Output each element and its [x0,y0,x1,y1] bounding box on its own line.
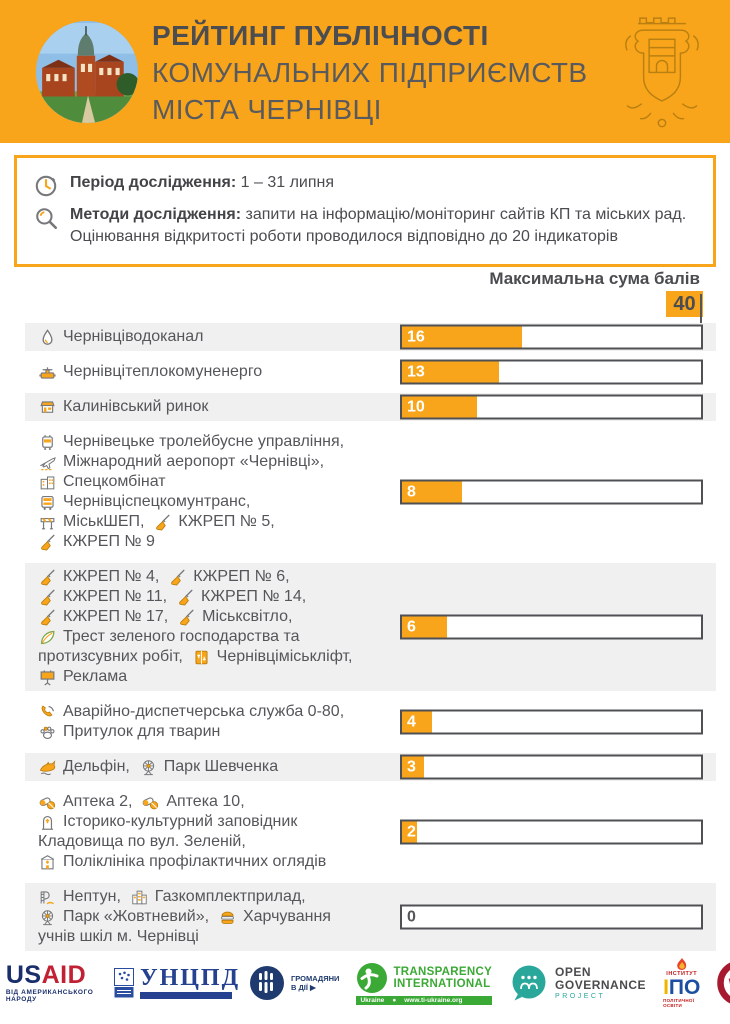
enterprise-name: КЖРЕП № 5, [178,513,275,530]
ipo-wordmark [663,977,700,998]
row-label-line [38,792,397,812]
row-label-line [38,907,397,927]
ti-ukraine-bar [356,996,492,1005]
score-bar [400,480,703,505]
citizens-line1: ГРОМАДЯНИ [290,974,340,983]
enterprise-name: Міськсвітло, [202,608,293,625]
score-value: 8 [407,483,416,500]
row-label-line [38,362,397,382]
unzpd-name-bar [140,992,232,999]
enterprise-name: КЖРЕП № 6, [193,568,290,585]
enterprise-name: Калинівський ринок [63,398,209,415]
enterprise-name: МіськШЕП, [63,513,154,530]
enterprise-name: Притулок для тварин [63,723,221,740]
logo-transparency-international [356,962,492,1005]
ipo-letter-i: І [663,976,669,999]
usaid-wordmark [6,963,97,987]
ogp-line2: GOVERNANCE [555,978,647,992]
row-label-line [38,627,397,647]
tombstone-icon [38,813,57,832]
burger-icon [218,908,237,927]
score-bar [400,755,703,780]
enterprise-name: учнів шкіл м. Чернівці [38,928,199,945]
enterprise-name: Чернівецьке тролейбусне управління, [63,433,345,450]
score-value: 2 [407,823,416,840]
research-period-row [33,172,697,199]
logo-unzpd [114,965,241,999]
billboard-icon [38,668,57,687]
broom-icon [38,588,57,607]
enterprise-name: КЖРЕП № 14, [200,588,307,605]
pill-icon [141,793,160,812]
logo-citizens-in-action [249,965,339,1001]
pill-icon [38,793,57,812]
row-label-line [38,722,397,742]
score-value: 16 [407,328,425,345]
ti-site: www.ti-ukraine.org [404,996,463,1004]
chart-row [25,788,716,876]
enterprise-name: Поліклініка профілактичних оглядів [63,853,327,870]
enterprise-name: Газкомплектприлад, [154,888,306,905]
ipo-institute-text: ІНСТИТУТ [666,971,698,977]
row-label-line [38,587,397,607]
leaf-icon [38,628,57,647]
paw-icon [38,723,57,742]
row-label-line [38,327,397,347]
row-label-line [38,397,397,417]
citizens-line2: В ДІЇ ▶ [290,983,316,992]
research-methods-row [33,204,697,248]
row-label-line [38,607,397,627]
chart-row [25,323,716,351]
enterprise-name: Харчування [242,908,331,925]
broom-icon [153,513,172,532]
score-bar [400,820,703,845]
methods-label: Методи дослідження: [70,206,242,223]
hospital-icon [38,853,57,872]
page-title [152,17,587,128]
score-bar [400,710,703,735]
red-round-seal-icon [717,960,730,1006]
row-label-line [38,832,397,852]
row-label-line [38,532,397,552]
broom-icon [38,608,57,627]
enterprise-name: Трест зеленого господарства та [63,628,300,645]
chart-row [25,753,716,781]
enterprise-name: Парк «Жовтневий», [63,908,218,925]
chart-row [25,393,716,421]
chart-row [25,698,716,746]
enterprise-name: Спецкомбінат [63,473,166,490]
enterprise-name: Чернівціспецкомунтранс, [63,493,251,510]
enterprise-name: Чернівціводоканал [63,328,204,345]
ti-bullet: ● [392,996,397,1004]
citizens-text [291,974,339,992]
max-score-value: 40 [666,291,703,317]
row-label [25,362,397,382]
research-period-text [70,172,334,199]
ogp-line3: PROJECT [555,993,606,1000]
score-value: 4 [407,713,416,730]
methods-value: запити на інформацію/моніторинг сайтів КП та міських рад. Оцінювання відкритості роботи проводилося відповідно до 20 індикаторів [70,206,687,245]
drop-icon [38,328,57,347]
row-label [25,887,397,947]
barrier-icon [38,513,57,532]
broom-icon [168,568,187,587]
usaid-us: US [5,961,42,989]
logo-open-governance-project [509,963,646,1003]
row-label-line [38,512,397,532]
enterprise-name: Аптека 2, [63,793,142,810]
row-label-line [38,852,397,872]
elevator-icon [192,648,211,667]
usaid-tagline: ВІД АМЕРИКАНСЬКОГО НАРОДУ [5,989,94,1003]
magnifier-icon [33,205,59,231]
enterprise-name: Аптека 10, [166,793,245,810]
score-value: 3 [407,758,416,775]
enterprise-name: Чернівціміськліфт, [216,648,353,665]
citizens-in-action-icon [249,965,285,1001]
enterprise-name: Аварійно-диспетчерська служба 0-80, [63,703,345,720]
enterprise-name: КЖРЕП № 11, [63,588,176,605]
row-label-line [38,567,397,587]
enterprise-name: Нептун, [63,888,130,905]
title-line-1: РЕЙТИНГ ПУБЛІЧНОСТІ [152,20,489,51]
ferris-wheel-icon [139,758,158,777]
enterprise-name: протизсувних робіт, [38,648,192,665]
enterprise-name: Парк Шевченка [163,758,279,775]
score-bar [400,360,703,385]
row-label-line [38,887,397,907]
row-label-line [38,927,397,947]
enterprise-name: Реклама [63,668,128,685]
partner-logos-footer [0,951,730,1015]
score-value: 0 [407,908,416,925]
logo-red-round-seal [717,960,730,1006]
research-info-box [14,155,716,267]
broom-icon [38,568,57,587]
trolleybus-icon [38,433,57,452]
row-label [25,757,397,777]
score-bar [400,325,703,350]
transparency-international-icon [356,962,388,994]
header [0,0,730,143]
valve-icon [38,363,57,382]
logo-institute-political-education [663,958,700,1008]
ipo-letters-po: ПО [668,976,701,999]
unzpd-wordmark: УНЦПД [139,965,241,991]
flame-icon [676,958,688,971]
enterprise-name: КЖРЕП № 17, [63,608,178,625]
period-value: 1 – 31 липня [236,174,334,191]
chart-rows [25,323,716,951]
truck-icon [38,493,57,512]
phone-icon [38,703,57,722]
title-line-3: МІСТА ЧЕРНІВЦІ [152,94,382,125]
row-label-line [38,667,397,687]
enterprise-name: Кладовища по вул. Зеленій, [38,833,246,850]
chart-row [25,358,716,386]
row-label-line [38,452,397,472]
row-label-line [38,492,397,512]
title-line-2: КОМУНАЛЬНИХ ПІДПРИЄМСТВ [152,57,588,88]
enterprise-name: Чернівцітеплокомуненерго [63,363,263,380]
church-photo-illustration [36,21,138,123]
chart-row [25,563,716,691]
buildings-icon [130,888,149,907]
enterprise-name: Дельфін, [63,758,139,775]
row-label [25,702,397,742]
row-label-line [38,472,397,492]
ti-line1: TRANSPARENCY [393,965,493,978]
logo-usaid [0,961,97,1005]
chart-row [25,883,716,951]
score-value: 6 [407,618,416,635]
period-label: Період дослідження: [70,174,237,191]
ti-line2: INTERNATIONAL [393,977,491,990]
row-label [25,567,397,687]
score-value: 13 [407,363,425,380]
ti-country: Ukraine [360,996,385,1004]
enterprise-name: КЖРЕП № 9 [63,533,155,550]
score-bar [400,615,703,640]
broom-icon [176,588,195,607]
row-label [25,432,397,552]
dolphin-icon [38,758,57,777]
chernivtsi-university-photo [36,21,138,123]
ipo-subtitle: ПОЛІТИЧНОЇ ОСВІТИ [663,998,695,1008]
enterprise-name: Міжнародний аеропорт «Чернівці», [63,453,325,470]
score-bar [400,905,703,930]
score-bar [400,395,703,420]
usaid-aid: AID [41,961,87,989]
row-label [25,397,397,417]
open-governance-icon [509,963,549,1003]
enterprise-name: Історико-культурний заповідник [63,813,298,830]
row-label [25,792,397,872]
ti-wordmark [393,966,492,990]
row-label [25,327,397,347]
clock-icon [33,173,59,199]
market-icon [38,398,57,417]
score-value: 10 [407,398,425,415]
chernivtsi-coat-of-arms-icon [616,8,708,140]
chart-row [25,428,716,556]
row-label-line [38,647,397,667]
row-label-line [38,702,397,722]
broom-icon [38,533,57,552]
ferris-wheel-icon [38,908,57,927]
waterslide-icon [38,888,57,907]
broom-icon [177,608,196,627]
ogp-line1: OPEN [555,965,592,979]
research-methods-text [70,204,697,248]
max-score-label: Максимальна сума балів [489,269,700,288]
plane-icon [38,453,57,472]
row-label-line [38,757,397,777]
row-label-line [38,432,397,452]
enterprise-name: КЖРЕП № 4, [63,568,169,585]
row-label-line [38,812,397,832]
factory-icon [38,473,57,492]
unzpd-emblem-icon [114,968,134,998]
